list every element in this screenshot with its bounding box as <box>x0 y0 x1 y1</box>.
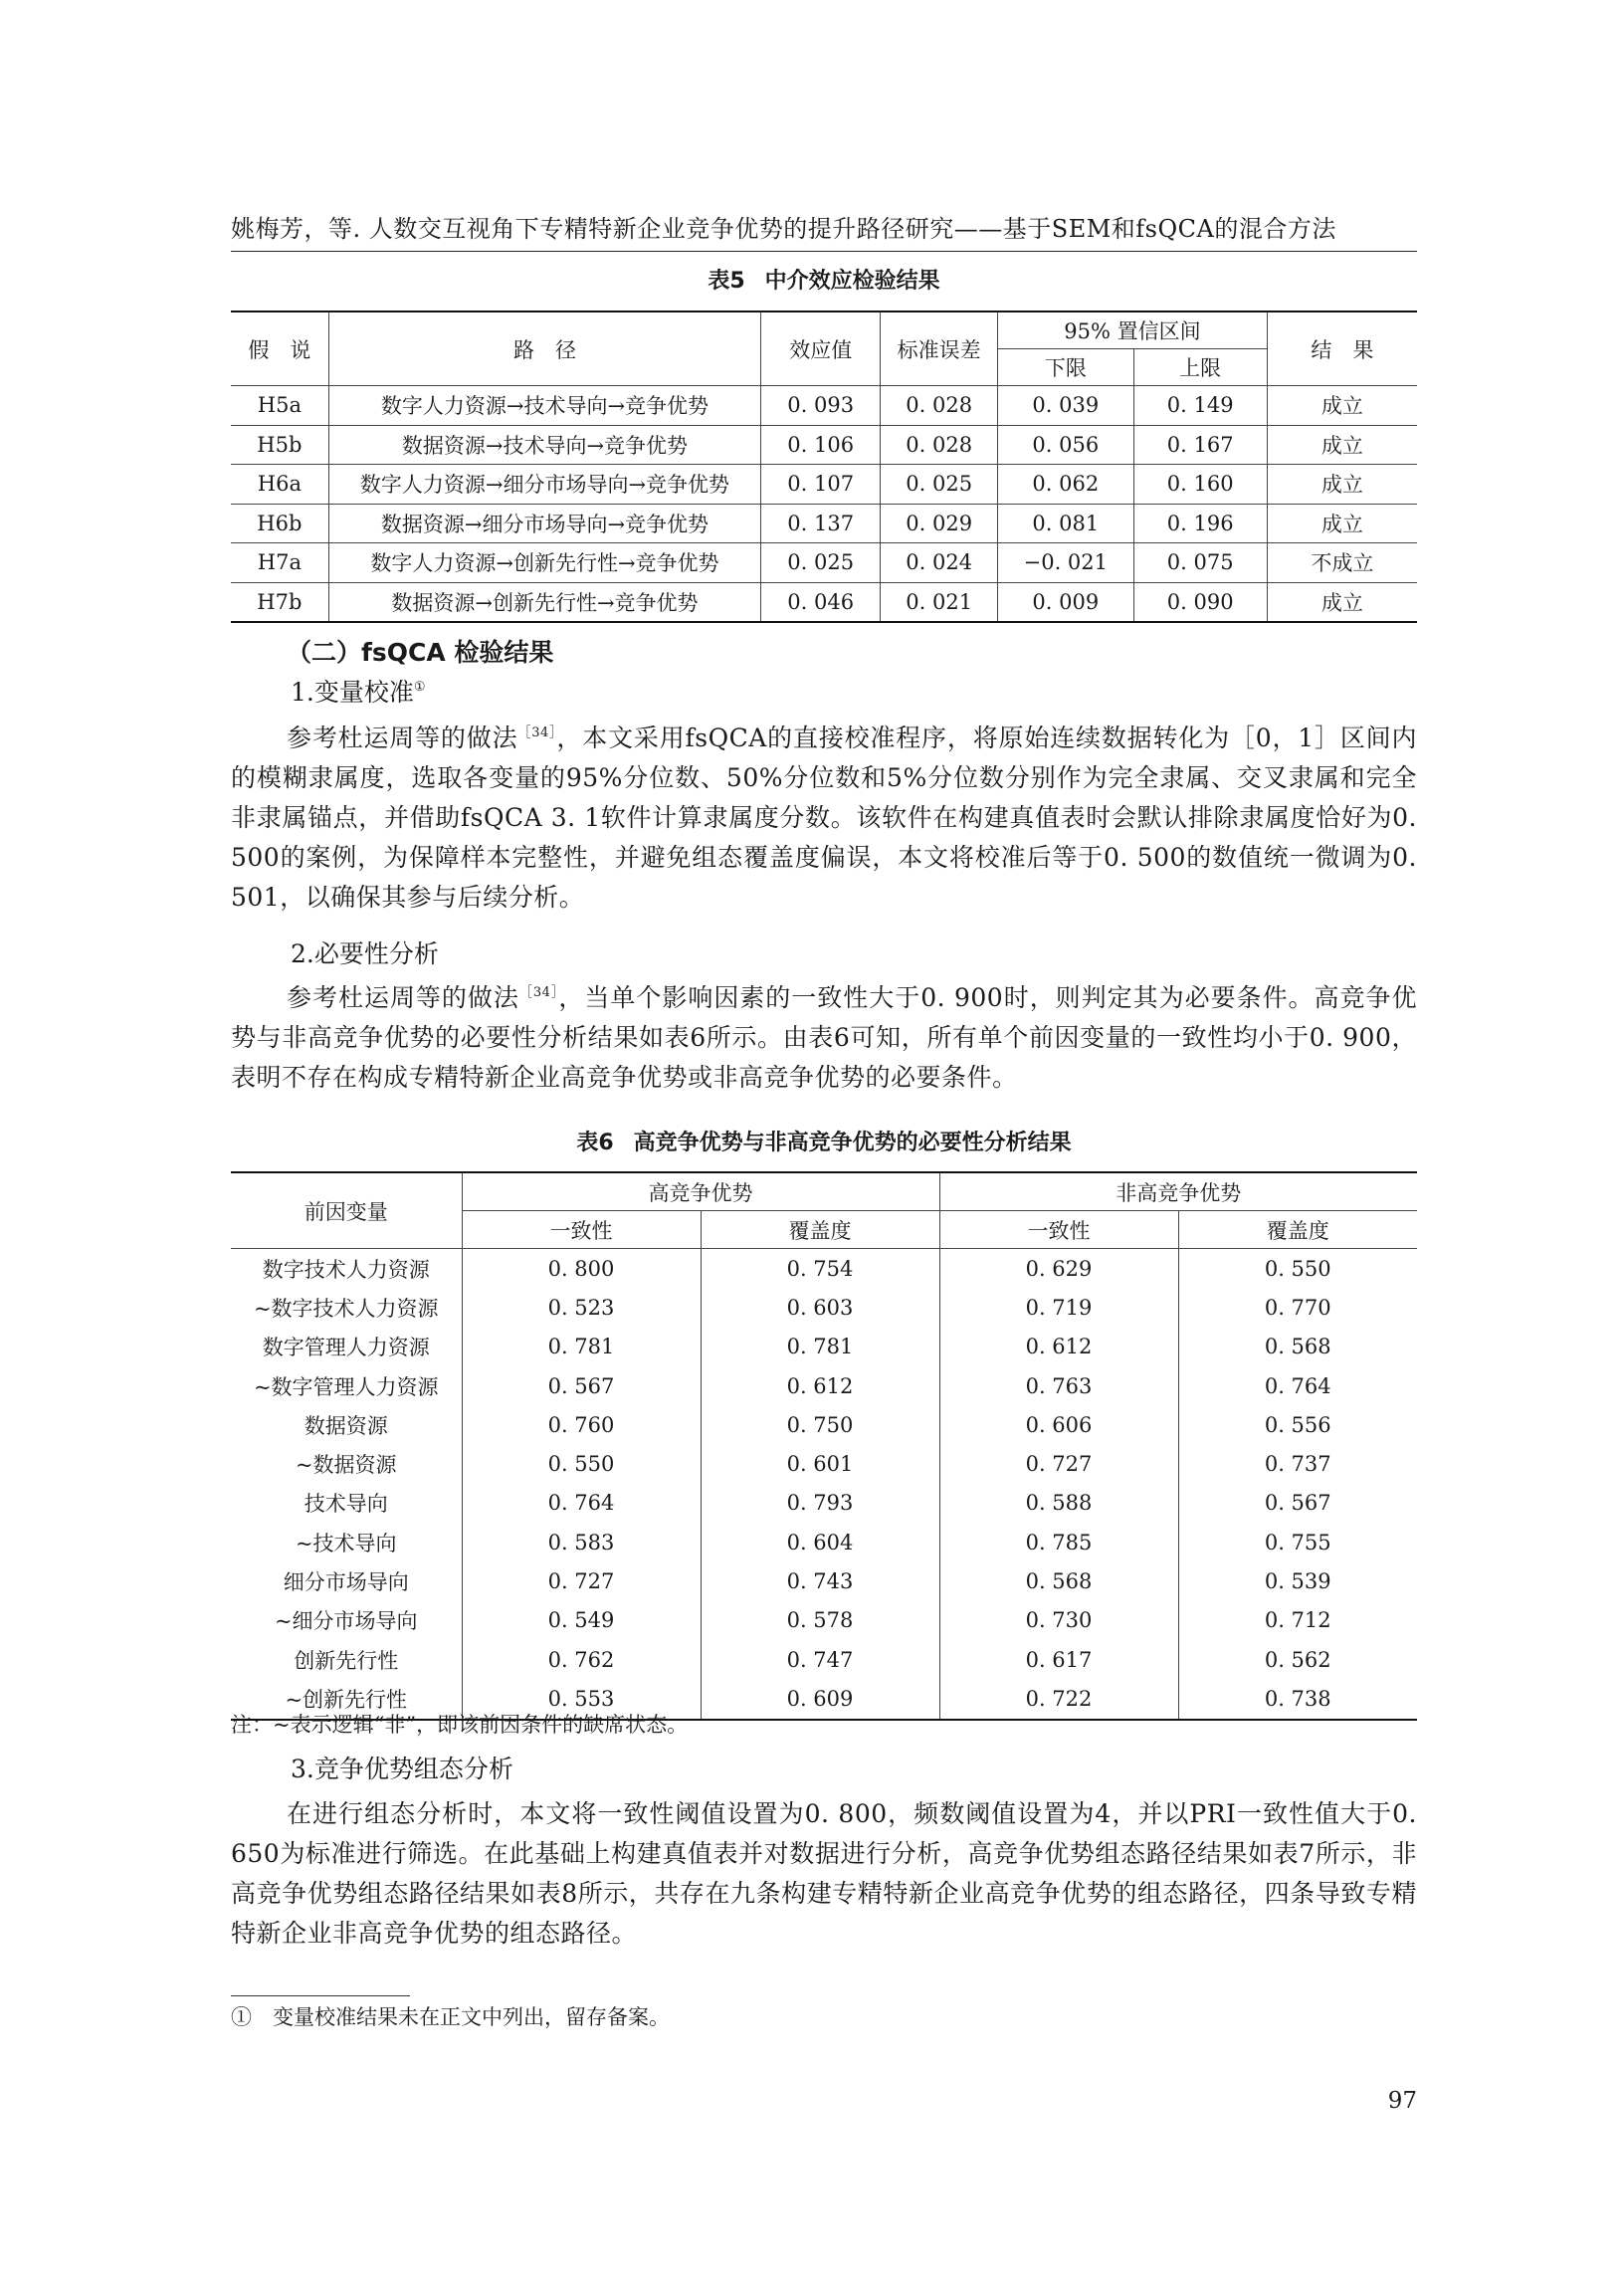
table6-cell: 0. 770 <box>1178 1288 1417 1327</box>
section-title: （二）fsQCA 检验结果 <box>287 638 554 667</box>
table6-header-nonhigh: 非高竞争优势 <box>939 1172 1417 1211</box>
table6-cell: 0. 743 <box>701 1561 939 1600</box>
table6-cell: 0. 553 <box>462 1679 701 1719</box>
table6-cell: 0. 781 <box>462 1328 701 1366</box>
table6-header-nonhigh-coverage: 覆盖度 <box>1178 1211 1417 1249</box>
table6-cell: 0. 727 <box>462 1561 701 1600</box>
table6-cell: 0. 617 <box>939 1640 1178 1679</box>
table6-cell: 创新先行性 <box>231 1640 462 1679</box>
table5-cell: 0. 028 <box>881 386 998 426</box>
footnote: ① 变量校准结果未在正文中列出，留存备案。 <box>231 2005 670 2029</box>
table6-header-high: 高竞争优势 <box>462 1172 939 1211</box>
table5-cell: 数据资源→技术导向→竞争优势 <box>328 425 760 465</box>
table5-cell: 0. 160 <box>1133 465 1267 505</box>
table5-cell: 成立 <box>1267 582 1417 622</box>
table6-row <box>231 1640 1417 1679</box>
table6-cell: 0. 750 <box>701 1405 939 1444</box>
table6-header-nonhigh-consistency: 一致性 <box>939 1211 1178 1249</box>
table6-cell: 0. 719 <box>939 1288 1178 1327</box>
table6-cell: 0. 567 <box>1178 1484 1417 1523</box>
table6 <box>231 1171 1417 1721</box>
table6-cell: 0. 550 <box>1178 1249 1417 1289</box>
table6-caption <box>231 1129 1417 1158</box>
table5-row <box>231 386 1417 426</box>
table6-cell: ~数字技术人力资源 <box>231 1288 462 1327</box>
table6-cell: 0. 793 <box>701 1484 939 1523</box>
table6-cell: 数字管理人力资源 <box>231 1328 462 1366</box>
table5-cell: 不成立 <box>1267 543 1417 583</box>
table5-header-hypothesis: 假 说 <box>231 311 328 386</box>
table6-cell: 0. 568 <box>1178 1328 1417 1366</box>
table5-header-se: 标准误差 <box>881 311 998 386</box>
table6-cell: ~数字管理人力资源 <box>231 1366 462 1405</box>
table5-cell: 数字人力资源→技术导向→竞争优势 <box>328 386 760 426</box>
table5-row <box>231 504 1417 543</box>
table6-cell: ~技术导向 <box>231 1523 462 1561</box>
table6-cell: 0. 755 <box>1178 1523 1417 1561</box>
table6-row <box>231 1561 1417 1600</box>
table5-cell: 0. 021 <box>881 582 998 622</box>
table5-header-path: 路 径 <box>328 311 760 386</box>
table6-cell: 0. 762 <box>462 1640 701 1679</box>
table6-header-high-consistency: 一致性 <box>462 1211 701 1249</box>
table5-cell: 0. 056 <box>998 425 1133 465</box>
table6-cell: 0. 727 <box>939 1444 1178 1483</box>
table6-cell: 0. 754 <box>701 1249 939 1289</box>
table6-caption-number: 表6 <box>576 1131 614 1155</box>
table6-cell: 0. 604 <box>701 1523 939 1561</box>
table5-header-result: 结 果 <box>1267 311 1417 386</box>
table6-cell: 0. 764 <box>462 1484 701 1523</box>
table5-cell: 数字人力资源→创新先行性→竞争优势 <box>328 543 760 583</box>
table6-cell: 0. 785 <box>939 1523 1178 1561</box>
table5-cell: 数字人力资源→细分市场导向→竞争优势 <box>328 465 760 505</box>
table5-cell: 0. 029 <box>881 504 998 543</box>
table5-caption-number: 表5 <box>708 269 745 294</box>
paragraph-necessity <box>231 978 1417 1098</box>
table6-note: 注：~表示逻辑“非”，即该前因条件的缺席状态。 <box>231 1713 689 1737</box>
table5-cell: 成立 <box>1267 386 1417 426</box>
table5-cell: 0. 149 <box>1133 386 1267 426</box>
table5-cell: 0. 025 <box>881 465 998 505</box>
table5-header-lower: 下限 <box>998 349 1133 386</box>
table6-row <box>231 1484 1417 1523</box>
table6-cell: 0. 556 <box>1178 1405 1417 1444</box>
header-rule <box>231 251 1417 252</box>
paragraph-necessity-body: ，当单个影响因素的一致性大于0. 900时，则判定其为必要条件。高竞争优势与非高竞争优势的必要性分析结果如表6所示。由表6可知，所有单个前因变量的一致性均小于0. 900，表明不存在构成专精特新企业高竞争优势或非高竞争优势的必要条件。 <box>231 983 1417 1092</box>
table5-cell: 0. 090 <box>1133 582 1267 622</box>
table5-row <box>231 465 1417 505</box>
table6-row <box>231 1288 1417 1327</box>
table6-cell: 0. 629 <box>939 1249 1178 1289</box>
table5-cell: H5a <box>231 386 328 426</box>
table5-caption <box>231 267 1417 297</box>
paragraph-calibration-body: ，本文采用fsQCA的直接校准程序，将原始连续数据转化为［0，1］区间内的模糊隶属度，选取各变量的95%分位数、50%分位数和5%分位数分别作为完全隶属、交叉隶属和完全非隶属锚点，并借助fsQCA 3. 1软件计算隶属度分数。该软件在构建真值表时会默认排除隶属度恰好为0. 500的案例，为保障样本完整性，并避免组态覆盖度偏误，本文将校准后等于0. 500的数值统一微调为0. 501，以确保其参与后续分析。 <box>231 724 1417 912</box>
table6-row <box>231 1249 1417 1289</box>
table5-cell: H5b <box>231 425 328 465</box>
table5-cell: 数据资源→创新先行性→竞争优势 <box>328 582 760 622</box>
table6-cell: 0. 549 <box>462 1601 701 1640</box>
table6-cell: 0. 562 <box>1178 1640 1417 1679</box>
table5-cell: 0. 062 <box>998 465 1133 505</box>
table5-row <box>231 425 1417 465</box>
table5-cell: 0. 025 <box>761 543 881 583</box>
table6-row <box>231 1328 1417 1366</box>
table5-cell: H7a <box>231 543 328 583</box>
paragraph-calibration-lead: 参考杜运周等的做法 <box>287 724 518 752</box>
table6-header-antecedent: 前因变量 <box>231 1172 462 1249</box>
table6-cell: 0. 760 <box>462 1405 701 1444</box>
table5-body <box>231 386 1417 623</box>
table5-row <box>231 582 1417 622</box>
table6-row <box>231 1366 1417 1405</box>
table6-cell: 细分市场导向 <box>231 1561 462 1600</box>
table6-cell: 0. 539 <box>1178 1561 1417 1600</box>
citation-34: ［34］ <box>517 725 557 740</box>
table6-cell: 0. 763 <box>939 1366 1178 1405</box>
table6-cell: 数据资源 <box>231 1405 462 1444</box>
table5-cell: 0. 093 <box>761 386 881 426</box>
table6-cell: 0. 603 <box>701 1288 939 1327</box>
table6-cell: 0. 781 <box>701 1328 939 1366</box>
table6-cell: 0. 568 <box>939 1561 1178 1600</box>
table5-cell: 数据资源→细分市场导向→竞争优势 <box>328 504 760 543</box>
table6-cell: 0. 738 <box>1178 1679 1417 1719</box>
table5 <box>231 311 1417 623</box>
paragraph-necessity-lead: 参考杜运周等的做法 <box>287 983 519 1012</box>
table6-cell: ~创新先行性 <box>231 1679 462 1719</box>
table6-cell: 0. 730 <box>939 1601 1178 1640</box>
subheading-calibration-text: 1.变量校准 <box>291 678 414 707</box>
table5-cell: 成立 <box>1267 504 1417 543</box>
subheading-configuration: 3.竞争优势组态分析 <box>291 1755 513 1783</box>
table6-cell: 0. 722 <box>939 1679 1178 1719</box>
table5-header-effect: 效应值 <box>761 311 881 386</box>
table5-cell: 0. 024 <box>881 543 998 583</box>
table6-cell: ~数据资源 <box>231 1444 462 1483</box>
table6-header-high-coverage: 覆盖度 <box>701 1211 939 1249</box>
table6-row <box>231 1444 1417 1483</box>
table5-cell: 0. 081 <box>998 504 1133 543</box>
table5-cell: 0. 039 <box>998 386 1133 426</box>
table6-cell: 0. 764 <box>1178 1366 1417 1405</box>
subheading-calibration <box>291 675 426 711</box>
table6-cell: 技术导向 <box>231 1484 462 1523</box>
table6-cell: 0. 523 <box>462 1288 701 1327</box>
table5-caption-title: 中介效应检验结果 <box>764 269 940 294</box>
table5-cell: H6b <box>231 504 328 543</box>
table6-row <box>231 1523 1417 1561</box>
table6-cell: 0. 800 <box>462 1249 701 1289</box>
table6-row <box>231 1405 1417 1444</box>
table5-header-ci: 95% 置信区间 <box>998 311 1268 349</box>
table5-cell: 0. 046 <box>761 582 881 622</box>
table5-cell: 0. 075 <box>1133 543 1267 583</box>
table5-cell: 0. 106 <box>761 425 881 465</box>
table5-header-upper: 上限 <box>1133 349 1267 386</box>
table6-cell: 0. 606 <box>939 1405 1178 1444</box>
table5-cell: 0. 167 <box>1133 425 1267 465</box>
table5-cell: 成立 <box>1267 465 1417 505</box>
paragraph-calibration <box>231 719 1417 918</box>
table5-cell: 0. 107 <box>761 465 881 505</box>
table5-cell: −0. 021 <box>998 543 1133 583</box>
table6-cell: 0. 601 <box>701 1444 939 1483</box>
footnote-rule <box>231 1995 410 1996</box>
paragraph-configuration: 在进行组态分析时，本文将一致性阈值设置为0. 800，频数阈值设置为4，并以PRI一致性值大于0. 650为标准进行筛选。在此基础上构建真值表并对数据进行分析，高竞争优势组态路径结果如表7所示，非高竞争优势组态路径结果如表8所示，共存在九条构建专精特新企业高竞争优势的组态路径，四条导致专精特新企业非高竞争优势的组态路径。 <box>231 1799 1417 1948</box>
table6-row <box>231 1601 1417 1640</box>
footnote-marker: ① <box>413 680 426 695</box>
subheading-necessity: 2.必要性分析 <box>291 939 439 968</box>
table6-cell: 0. 612 <box>701 1366 939 1405</box>
table6-cell: 0. 609 <box>701 1679 939 1719</box>
table5-cell: 0. 196 <box>1133 504 1267 543</box>
table6-cell: 0. 612 <box>939 1328 1178 1366</box>
page-number: 97 <box>1387 2088 1417 2114</box>
table6-cell: 0. 737 <box>1178 1444 1417 1483</box>
table6-cell: ~细分市场导向 <box>231 1601 462 1640</box>
table6-cell: 0. 583 <box>462 1523 701 1561</box>
table5-row <box>231 543 1417 583</box>
table5-cell: 0. 009 <box>998 582 1133 622</box>
table6-cell: 0. 588 <box>939 1484 1178 1523</box>
table5-cell: 0. 028 <box>881 425 998 465</box>
table5-cell: H6a <box>231 465 328 505</box>
running-header: 姚梅芳，等. 人数交互视角下专精特新企业竞争优势的提升路径研究——基于SEM和fsQCA的混合方法 <box>231 215 1336 243</box>
table6-cell: 0. 567 <box>462 1366 701 1405</box>
table6-cell: 0. 747 <box>701 1640 939 1679</box>
table5-cell: 0. 137 <box>761 504 881 543</box>
table6-body <box>231 1249 1417 1720</box>
citation-34: ［34］ <box>518 985 559 1000</box>
table6-cell: 数字技术人力资源 <box>231 1249 462 1289</box>
table5-cell: 成立 <box>1267 425 1417 465</box>
table6-cell: 0. 578 <box>701 1601 939 1640</box>
table6-cell: 0. 712 <box>1178 1601 1417 1640</box>
table6-caption-title: 高竞争优势与非高竞争优势的必要性分析结果 <box>633 1131 1072 1155</box>
table5-cell: H7b <box>231 582 328 622</box>
table6-cell: 0. 550 <box>462 1444 701 1483</box>
